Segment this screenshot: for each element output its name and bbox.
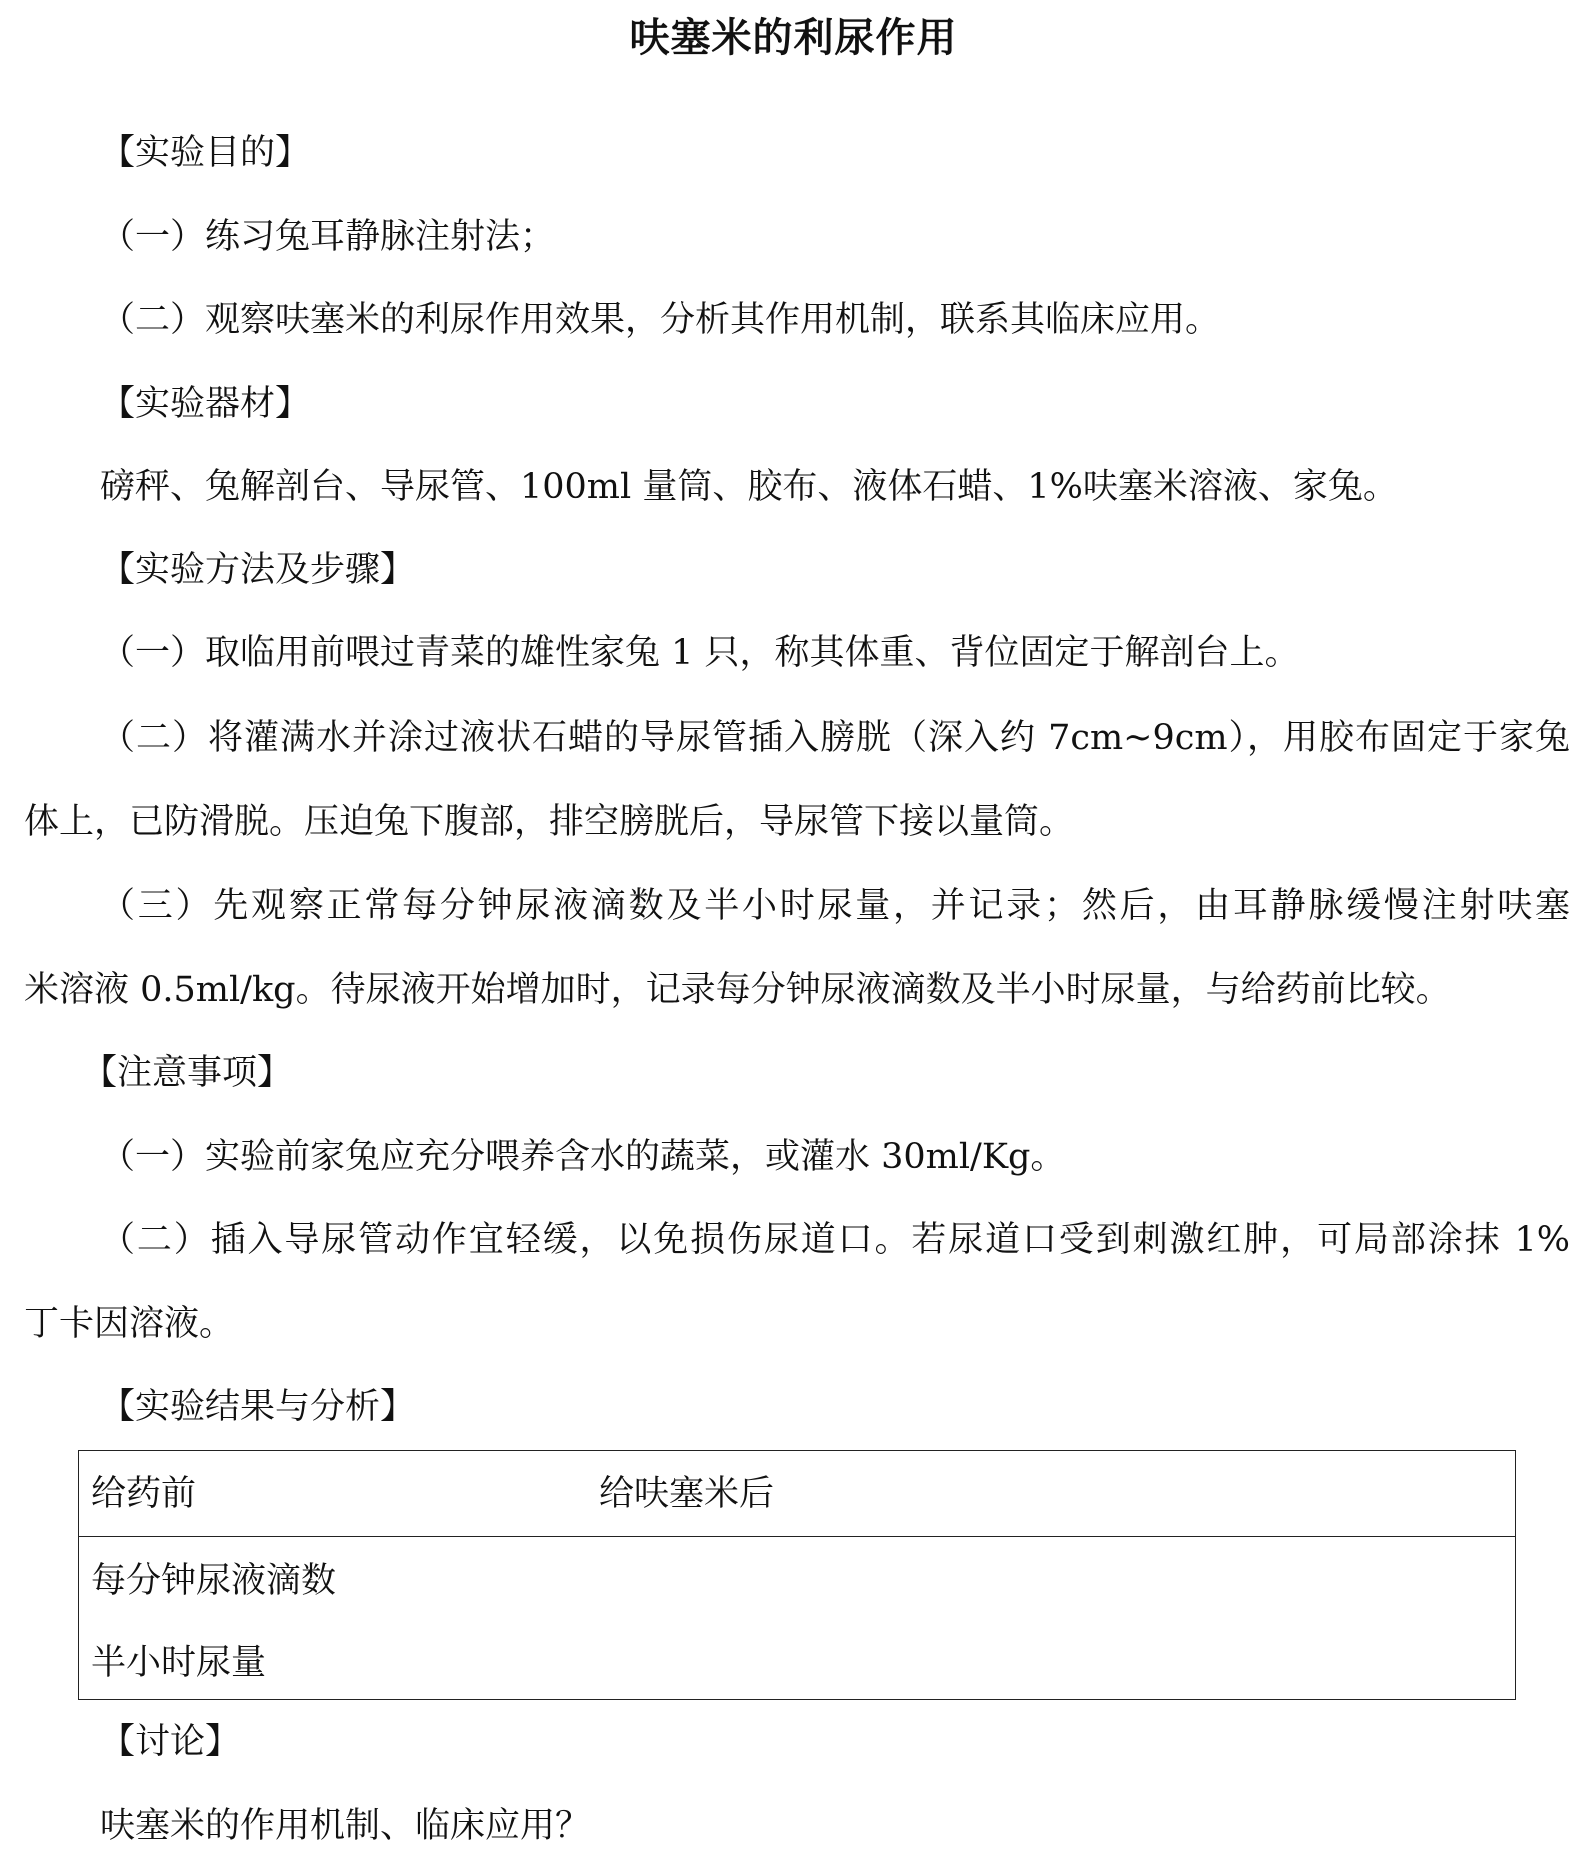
discussion-heading: 【讨论】	[100, 1722, 241, 1762]
results-table	[78, 1450, 1516, 1700]
header-after-furosemide: 给呋塞米后	[599, 1474, 775, 1514]
results-heading: 【实验结果与分析】	[100, 1387, 416, 1427]
methods-heading: 【实验方法及步骤】	[100, 550, 416, 590]
notes-item-1: （一）实验前家兔应充分喂养含水的蔬菜，或灌水 30ml/Kg。	[100, 1137, 1066, 1177]
purpose-heading: 【实验目的】	[100, 133, 311, 173]
materials-text: 磅秤、兔解剖台、导尿管、100ml 量筒、胶布、液体石蜡、1%呋塞米溶液、家兔。	[100, 467, 1398, 507]
row-drops-per-minute: 每分钟尿液滴数	[91, 1561, 337, 1601]
row-half-hour-volume: 半小时尿量	[91, 1643, 267, 1683]
page-title: 呋塞米的利尿作用	[629, 14, 958, 61]
materials-heading: 【实验器材】	[100, 384, 311, 424]
purpose-item-2: （二）观察呋塞米的利尿作用效果，分析其作用机制，联系其临床应用。	[100, 300, 1221, 340]
methods-step-3-line-1: （三）先观察正常每分钟尿液滴数及半小时尿量，并记录；然后，由耳静脉缓慢注射呋塞	[100, 886, 1570, 926]
header-before-dose: 给药前	[91, 1474, 197, 1514]
notes-item-2-line-2: 丁卡因溶液。	[24, 1304, 235, 1344]
methods-step-2-line-2: 体上，已防滑脱。压迫兔下腹部，排空膀胱后，导尿管下接以量筒。	[24, 802, 1075, 842]
discussion-question: 呋塞米的作用机制、临床应用？	[100, 1806, 591, 1846]
notes-item-2-line-1: （二）插入导尿管动作宜轻缓，以免损伤尿道口。若尿道口受到刺激红肿，可局部涂抹 1%	[100, 1220, 1570, 1260]
methods-step-1: （一）取临用前喂过青菜的雄性家兔 1 只，称其体重、背位固定于解剖台上。	[100, 633, 1300, 673]
purpose-item-1: （一）练习兔耳静脉注射法；	[100, 217, 556, 257]
notes-heading: 【注意事项】	[82, 1053, 293, 1093]
results-table-header	[79, 1451, 1515, 1537]
methods-step-3-line-2: 米溶液 0.5ml/kg。待尿液开始增加时，记录每分钟尿液滴数及半小时尿量，与给药前比较。	[24, 970, 1451, 1010]
methods-step-2-line-1: （二）将灌满水并涂过液状石蜡的导尿管插入膀胱（深入约 7cm~9cm），用胶布固定于家兔	[100, 718, 1570, 758]
